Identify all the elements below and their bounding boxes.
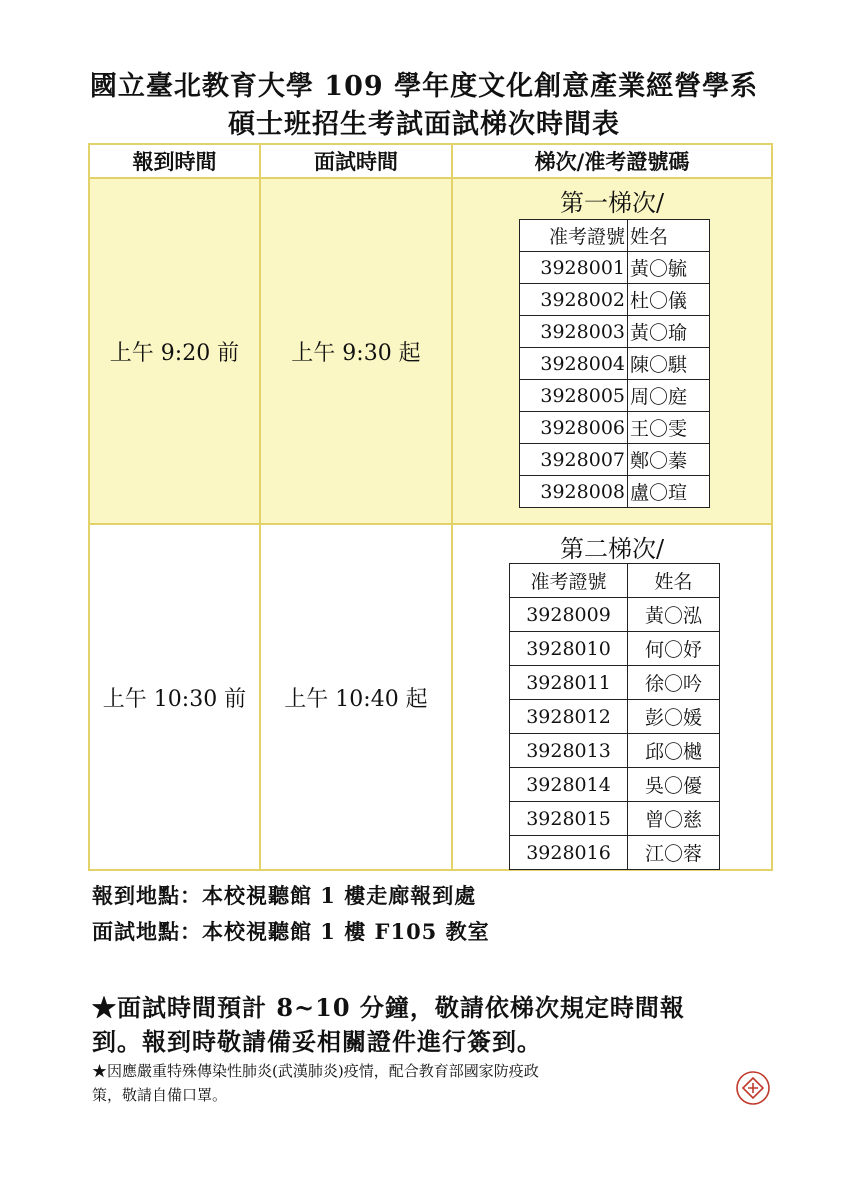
- header-row: [90, 145, 771, 179]
- table-row: [520, 316, 710, 348]
- exam-number: 3928016: [510, 836, 628, 870]
- col-name: 姓名: [628, 220, 710, 252]
- table-row: [520, 348, 710, 380]
- header-batch: 梯次/准考證號碼: [534, 149, 690, 174]
- candidate-name: 黃〇毓: [628, 252, 710, 284]
- table-row: [520, 252, 710, 284]
- candidate-name: 吳〇優: [628, 768, 720, 802]
- title-line-1: 國立臺北教育大學 109 學年度文化創意產業經營學系: [89, 71, 759, 102]
- note-line-2: 到。報到時敬請備妥相關證件進行簽到。: [92, 1027, 542, 1056]
- title-line-2: 碩士班招生考試面試梯次時間表: [228, 109, 620, 140]
- table-row: [510, 700, 720, 734]
- exam-number: 3928015: [510, 802, 628, 836]
- exam-number: 3928012: [510, 700, 628, 734]
- exam-number: 3928004: [520, 348, 628, 380]
- interview-time-2: 上午 10:40 起: [261, 525, 453, 869]
- exam-number: 3928008: [520, 476, 628, 508]
- col-exam-number: 准考證號: [520, 220, 628, 252]
- candidate-name: 杜〇儀: [628, 284, 710, 316]
- table-row: [510, 836, 720, 870]
- candidate-table-1: [519, 219, 710, 508]
- exam-number: 3928006: [520, 412, 628, 444]
- interview-location: 面試地點：本校視聽館 1 樓 F105 教室: [92, 919, 490, 944]
- batch-row-2: [90, 525, 771, 869]
- header-checkin-time: 報到時間: [90, 145, 261, 177]
- batch-cell-2: [453, 525, 771, 869]
- candidate-name: 黃〇瑜: [628, 316, 710, 348]
- checkin-time-2: 上午 10:30 前: [90, 525, 261, 869]
- table-row: [510, 632, 720, 666]
- table-row: [520, 444, 710, 476]
- batch-title-1: 第一梯次/: [559, 189, 665, 217]
- exam-number: 3928014: [510, 768, 628, 802]
- candidate-name: 徐〇吟: [628, 666, 720, 700]
- checkin-location: 報到地點：本校視聽館 1 樓走廊報到處: [92, 883, 477, 908]
- candidate-name: 江〇蓉: [628, 836, 720, 870]
- seal-stamp-icon: [735, 1070, 771, 1106]
- candidate-name: 彭〇媛: [628, 700, 720, 734]
- exam-number: 3928005: [520, 380, 628, 412]
- candidate-name: 邱〇樾: [628, 734, 720, 768]
- exam-number: 3928009: [510, 598, 628, 632]
- exam-number: 3928013: [510, 734, 628, 768]
- table-row: [510, 802, 720, 836]
- table-row: [520, 380, 710, 412]
- exam-number: 3928001: [520, 252, 628, 284]
- candidate-name: 曾〇慈: [628, 802, 720, 836]
- header-interview-time: 面試時間: [261, 145, 453, 177]
- table-row: [510, 598, 720, 632]
- table-row: [510, 768, 720, 802]
- candidate-name: 鄭〇蓁: [628, 444, 710, 476]
- candidate-table-2: [509, 563, 720, 870]
- col-name: 姓名: [628, 564, 720, 598]
- batch-cell-1: [453, 179, 771, 523]
- mask-notice-line-1: ★因應嚴重特殊傳染性肺炎(武漢肺炎)疫情，配合教育部國家防疫政: [92, 1062, 539, 1080]
- candidate-table-header: [510, 564, 720, 598]
- candidate-table-header: [520, 220, 710, 252]
- batch-title-2: 第二梯次/: [559, 535, 665, 563]
- checkin-time-1: 上午 9:20 前: [90, 179, 261, 523]
- exam-number: 3928007: [520, 444, 628, 476]
- exam-number: 3928011: [510, 666, 628, 700]
- candidate-name: 何〇妤: [628, 632, 720, 666]
- candidate-name: 黃〇泓: [628, 598, 720, 632]
- note-line-1: ★面試時間預計 8~10 分鐘，敬請依梯次規定時間報: [92, 993, 685, 1022]
- candidate-name: 陳〇騏: [628, 348, 710, 380]
- exam-number: 3928003: [520, 316, 628, 348]
- batch-row-1: [90, 179, 771, 525]
- candidate-name: 周〇庭: [628, 380, 710, 412]
- mask-notice-line-2: 策，敬請自備口罩。: [92, 1086, 228, 1104]
- table-row: [510, 734, 720, 768]
- table-row: [520, 476, 710, 508]
- col-exam-number: 准考證號: [510, 564, 628, 598]
- table-row: [520, 284, 710, 316]
- interview-time-1: 上午 9:30 起: [261, 179, 453, 523]
- table-row: [510, 666, 720, 700]
- table-row: [520, 412, 710, 444]
- exam-number: 3928010: [510, 632, 628, 666]
- candidate-name: 盧〇瑄: [628, 476, 710, 508]
- exam-number: 3928002: [520, 284, 628, 316]
- candidate-name: 王〇雯: [628, 412, 710, 444]
- schedule-table: [88, 143, 773, 871]
